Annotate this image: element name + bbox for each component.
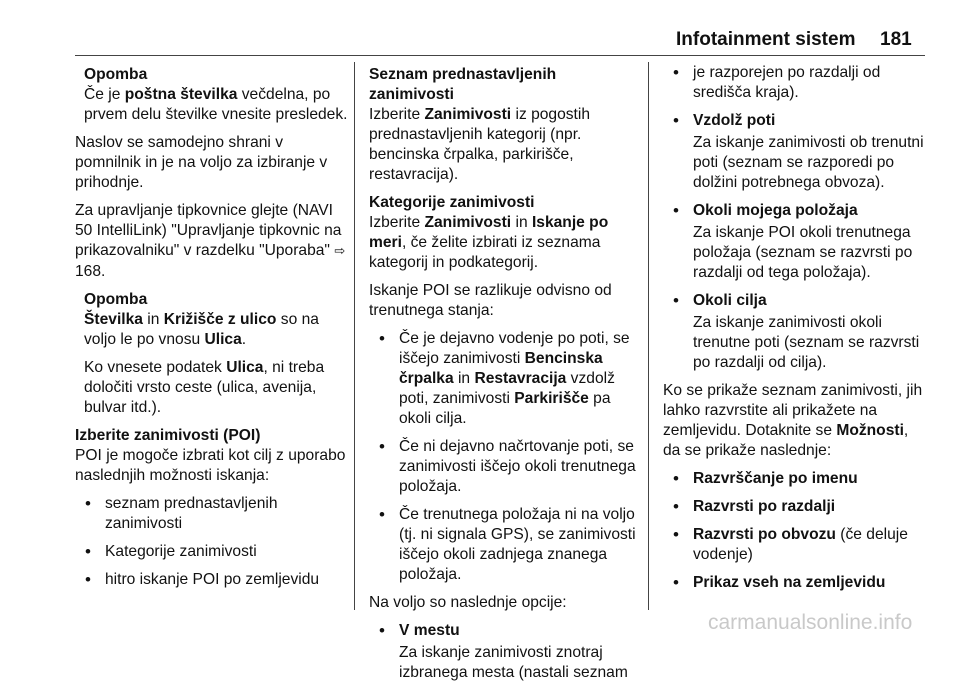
list-item bbox=[369, 621, 636, 683]
column-divider-2 bbox=[648, 62, 649, 610]
bold-term: Številka bbox=[84, 311, 143, 328]
option-title: Okoli mojega položaja bbox=[693, 202, 858, 219]
option-title: Okoli cilja bbox=[693, 292, 767, 309]
text-run: Ko se prikaže seznam zanimivosti, jih lahko razvrstite ali prikažete na zemljevidu. Dotaknite se bbox=[663, 382, 923, 439]
option-description: Za iskanje POI okoli trenutnega položaja (seznam se razvrsti po razdalji od tega položaja). bbox=[693, 224, 913, 281]
note-text bbox=[84, 358, 350, 418]
paragraph bbox=[369, 213, 636, 273]
text-run: vzdolž poti, zanimivosti bbox=[399, 370, 615, 407]
bold-term: Zanimivosti bbox=[424, 106, 512, 123]
list-item bbox=[663, 497, 928, 517]
bold-term: Razvrščanje po imenu bbox=[693, 470, 858, 487]
bold-term: Križišče z ulico bbox=[163, 311, 277, 328]
option-title: V mestu bbox=[399, 622, 460, 639]
text-run: Ko vnesete podatek bbox=[84, 359, 227, 376]
option-description: • je razporejen po razdalji od središča kraja). bbox=[693, 64, 881, 101]
section-title: Izberite zanimivosti (POI) bbox=[75, 427, 261, 444]
text-run: pa okoli cilja. bbox=[399, 390, 611, 427]
bullet-list bbox=[369, 329, 636, 585]
text-run: , ni treba določiti vrsto ceste (ulica, avenija, bulvar itd.). bbox=[84, 359, 325, 416]
page-reference: 168. bbox=[75, 263, 106, 280]
column-1 bbox=[75, 65, 350, 598]
bold-term: Možnosti bbox=[836, 422, 904, 439]
bold-term: Zanimivosti bbox=[424, 214, 512, 231]
text-run: in bbox=[453, 370, 475, 387]
bold-term: Prikaz vseh na zemljevidu bbox=[693, 574, 886, 591]
text-run: , da se prikaže naslednje: bbox=[663, 422, 909, 459]
list-item: • Kategorije zanimivosti bbox=[75, 542, 350, 562]
note-title: Opomba bbox=[84, 66, 148, 83]
text-run: iz pogostih prednastavljenih kategorij (npr. bencinska črpalka, parkirišče, restavracija). bbox=[369, 106, 591, 183]
option-description: Za iskanje zanimivosti ob trenutni poti (seznam se razporedi po dolžini potrebnega obvoza). bbox=[693, 134, 924, 191]
note-title: Opomba bbox=[84, 291, 148, 308]
text-run: so na voljo le po vnosu bbox=[84, 311, 319, 348]
bold-term: Iskanje po meri bbox=[369, 214, 609, 251]
note-postcode bbox=[75, 65, 350, 125]
column-divider-1 bbox=[354, 62, 355, 610]
bullet-list bbox=[663, 469, 928, 593]
section-title: Seznam prednastavljenih zanimivosti bbox=[369, 66, 557, 103]
section-title: Kategorije zanimivosti bbox=[369, 194, 535, 211]
bold-term: Bencinska črpalka bbox=[399, 350, 603, 387]
paragraph: Iskanje POI se razlikuje odvisno od trenutnega stanja: bbox=[369, 282, 612, 319]
text-run: Izberite bbox=[369, 106, 425, 123]
text-run: in bbox=[511, 214, 532, 231]
bold-term: Restavracija bbox=[474, 370, 567, 387]
text-run: , če želite izbirati iz seznama kategorij in podkategorij. bbox=[369, 234, 601, 271]
option-list bbox=[369, 621, 636, 683]
list-item: • Če ni dejavno načrtovanje poti, se zanimivosti iščejo okoli trenutnega položaja. bbox=[369, 437, 636, 497]
header-rule bbox=[75, 55, 925, 56]
list-item bbox=[369, 329, 636, 429]
list-item-continued bbox=[663, 63, 928, 103]
list-item bbox=[663, 525, 928, 565]
bold-term: Ulica bbox=[226, 359, 264, 376]
paragraph: POI je mogoče izbrati kot cilj z uporabo naslednjih možnosti iskanja: bbox=[75, 447, 346, 484]
list-item: • seznam prednastavljenih zanimivosti bbox=[75, 494, 350, 534]
list-item bbox=[663, 573, 928, 593]
text-run: Za upravljanje tipkovnice glejte (NAVI 50 IntelliLink) "Upravljanje tipkovnic na prikazovalniku" v razdelku "Uporaba" bbox=[75, 202, 342, 259]
bold-term: Parkirišče bbox=[514, 390, 589, 407]
list-item bbox=[663, 291, 928, 373]
column-3 bbox=[663, 65, 928, 601]
header-title: Infotainment sistem bbox=[676, 29, 856, 50]
note-street bbox=[75, 290, 350, 418]
column-2 bbox=[369, 65, 636, 691]
page-number: 181 bbox=[880, 29, 912, 50]
option-list bbox=[663, 63, 928, 373]
paragraph: Na voljo so naslednje opcije: bbox=[369, 594, 567, 611]
text-run: Izberite bbox=[369, 214, 425, 231]
watermark: carmanualsonline.info bbox=[708, 611, 913, 634]
bold-term: Razvrsti po razdalji bbox=[693, 498, 836, 515]
list-item bbox=[663, 469, 928, 489]
list-item bbox=[663, 111, 928, 193]
option-title: Vzdolž poti bbox=[693, 112, 776, 129]
bullet-list bbox=[75, 494, 350, 590]
note-text bbox=[84, 310, 350, 350]
paragraph: Naslov se samodejno shrani v pomnilnik in je na voljo za izbiranje v prihodnje. bbox=[75, 134, 328, 191]
text-run: Če je bbox=[84, 86, 125, 103]
option-description: Za iskanje zanimivosti znotraj izbranega mesta (nastali seznam bbox=[399, 644, 628, 681]
list-item bbox=[663, 201, 928, 283]
bold-term: Ulica bbox=[204, 331, 242, 348]
bold-term: poštna številka bbox=[124, 86, 238, 103]
page-reference-arrow-icon: ⇨ bbox=[334, 244, 346, 259]
page-header bbox=[0, 28, 960, 56]
paragraph bbox=[663, 381, 928, 461]
text-run: Če je dejavno vodenje po poti, se iščejo zanimivosti bbox=[399, 330, 630, 367]
option-description: Za iskanje zanimivosti okoli trenutne poti (seznam se razvrsti po razdalji od cilja). bbox=[693, 314, 920, 371]
text-run: in bbox=[142, 311, 164, 328]
paragraph bbox=[75, 201, 350, 282]
text-run: . bbox=[241, 331, 247, 348]
paragraph bbox=[369, 105, 636, 185]
list-item: • hitro iskanje POI po zemljevidu bbox=[75, 570, 350, 590]
bold-term: Razvrsti po obvozu bbox=[693, 526, 836, 543]
list-item: • Če trenutnega položaja ni na voljo (tj. ni signala GPS), se zanimivosti iščejo okoli zadnjega znanega položaja. bbox=[369, 505, 636, 585]
text-run: večdelna, po prvem delu številke vnesite presledek. bbox=[84, 86, 348, 123]
text-run: (če deluje vodenje) bbox=[693, 526, 908, 563]
note-text bbox=[84, 85, 350, 125]
